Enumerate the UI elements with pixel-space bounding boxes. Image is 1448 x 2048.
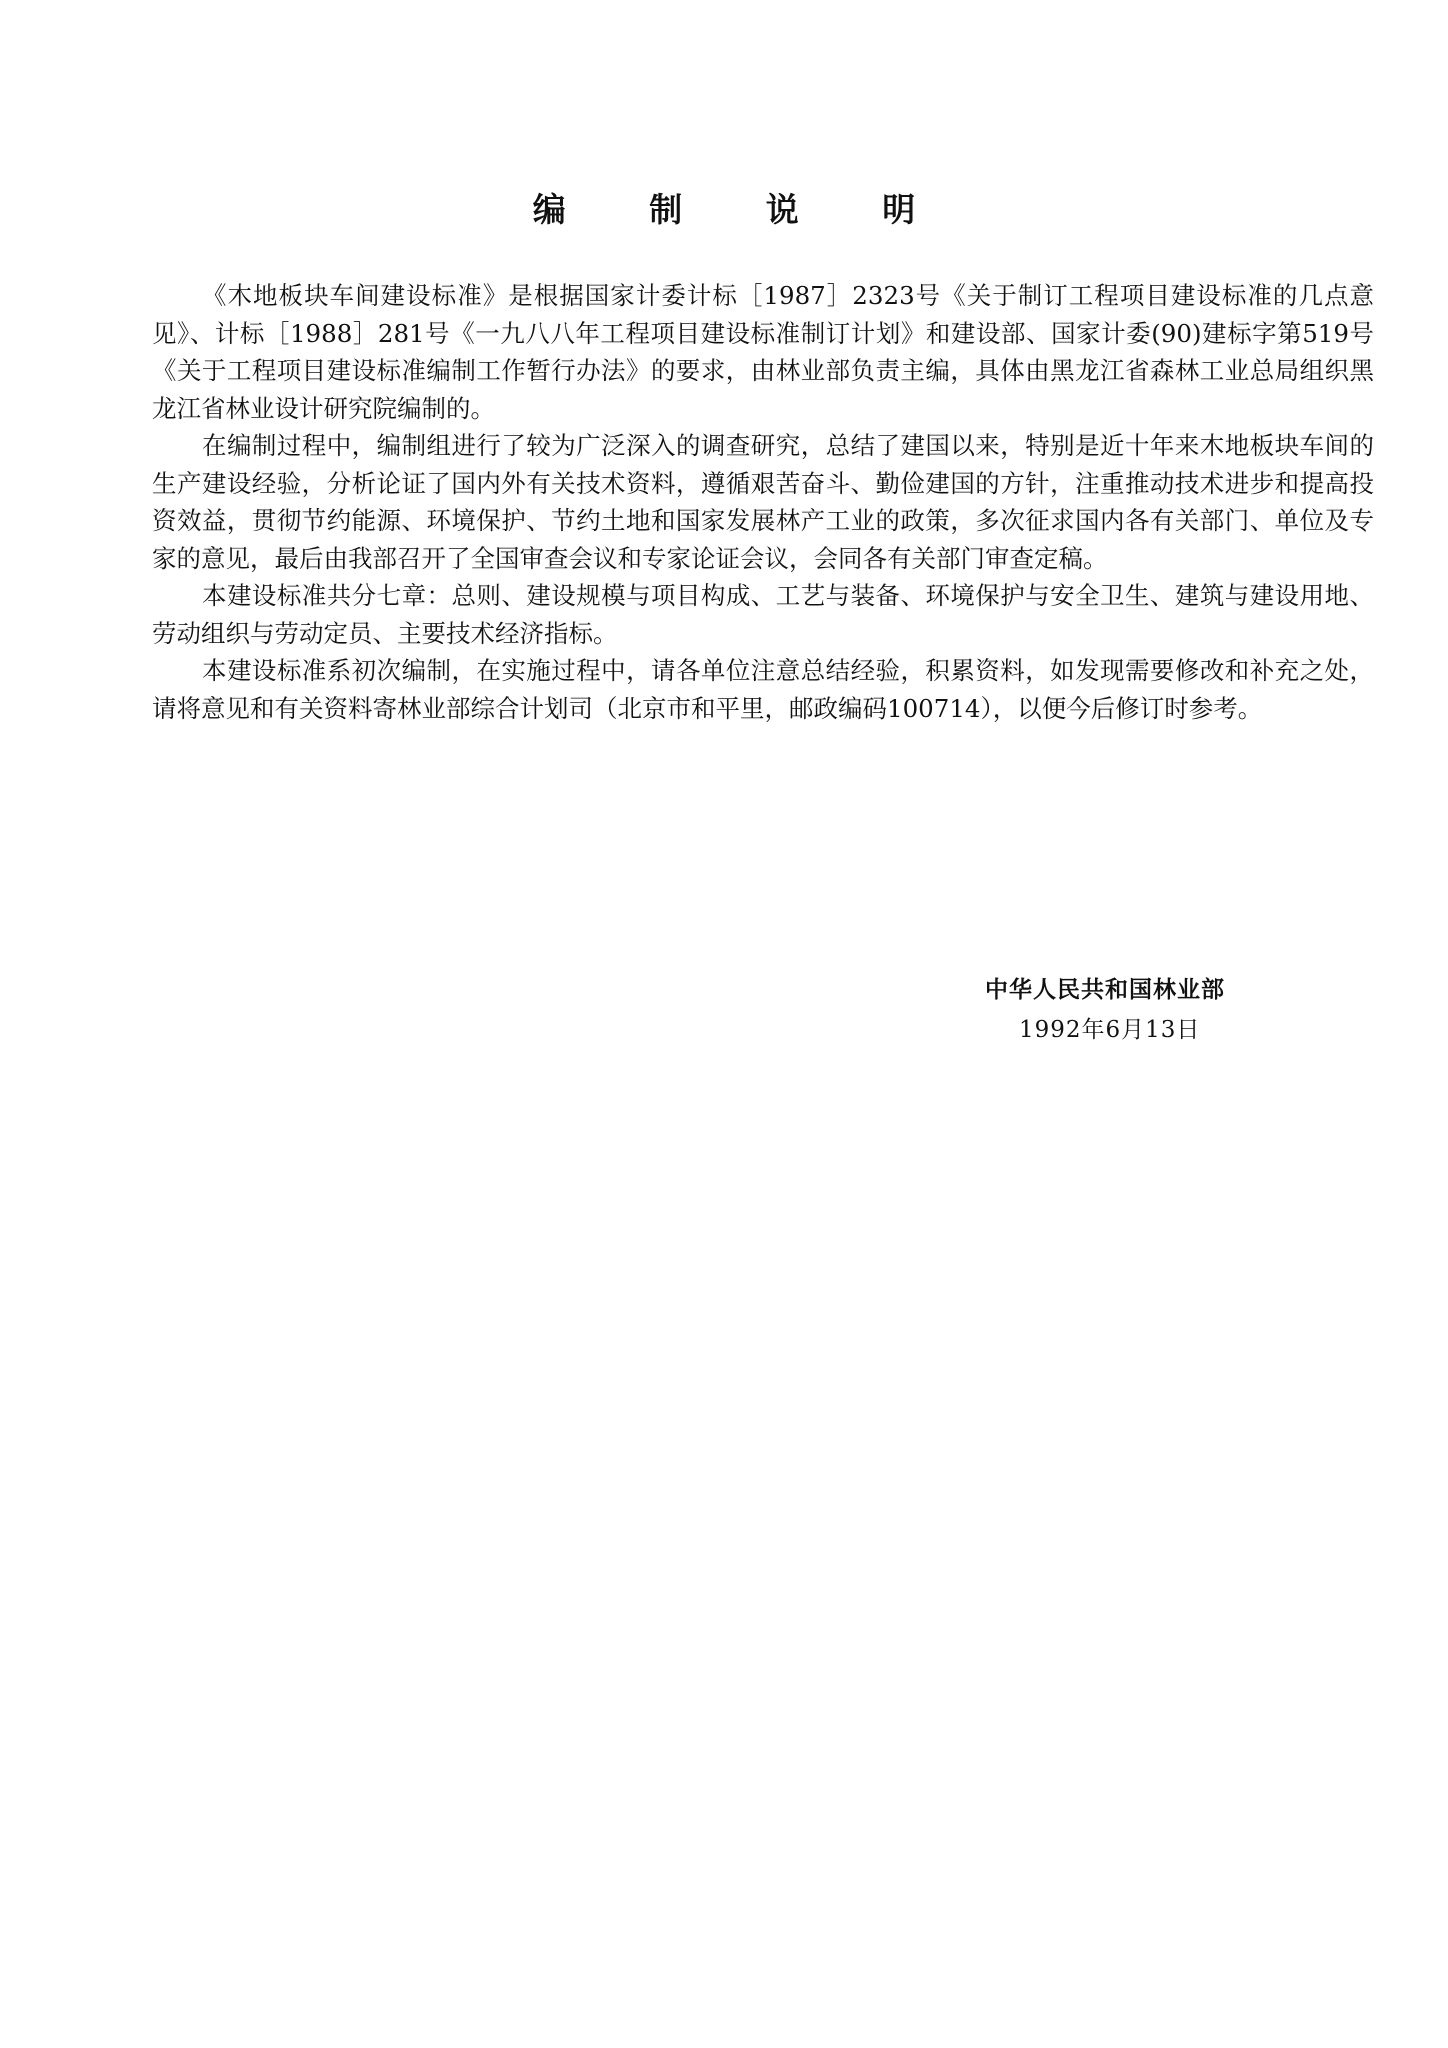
paragraph-2: 在编制过程中，编制组进行了较为广泛深入的调查研究，总结了建国以来，特别是近十年来木地板块车间的生产建设经验，分析论证了国内外有关技术资料，遵循艰苦奋斗、勤俭建国的方针，注重推动技术进步和提高投资效益，贯彻节约能源、环境保护、节约土地和国家发展林产工业的政策，多次征求国内各有关部门、单位及专家的意见，最后由我部召开了全国审查会议和专家论证会议，会同各有关部门审查定稿。 [152, 431, 1374, 573]
paragraph-1: 《木地板块车间建设标准》是根据国家计委计标［1987］2323号《关于制订工程项目建设标准的几点意见》、计标［1988］281号《一九八八年工程项目建设标准制订计划》和建设部、国家计委(90)建标字第519号《关于工程项目建设标准编制工作暂行办法》的要求，由林业部负责主编，具体由黑龙江省森林工业总局组织黑龙江省林业设计研究院编制的。 [152, 281, 1374, 423]
body-text [152, 277, 1374, 727]
signature-block [985, 970, 1285, 1050]
paragraph-3: 本建设标准共分七章：总则、建设规模与项目构成、工艺与装备、环境保护与安全卫生、建筑与建设用地、劳动组织与劳动定员、主要技术经济指标。 [152, 581, 1374, 648]
signature-organization: 中华人民共和国林业部 [985, 977, 1225, 1003]
paragraph-4: 本建设标准系初次编制，在实施过程中，请各单位注意总结经验，积累资料，如发现需要修改和补充之处，请将意见和有关资料寄林业部综合计划司（北京市和平里，邮政编码100714），以便今后修订时参考。 [152, 656, 1374, 723]
page-title: 编 制 说 明 [532, 190, 952, 229]
signature-date: 1992年6月13日 [1019, 1017, 1201, 1043]
